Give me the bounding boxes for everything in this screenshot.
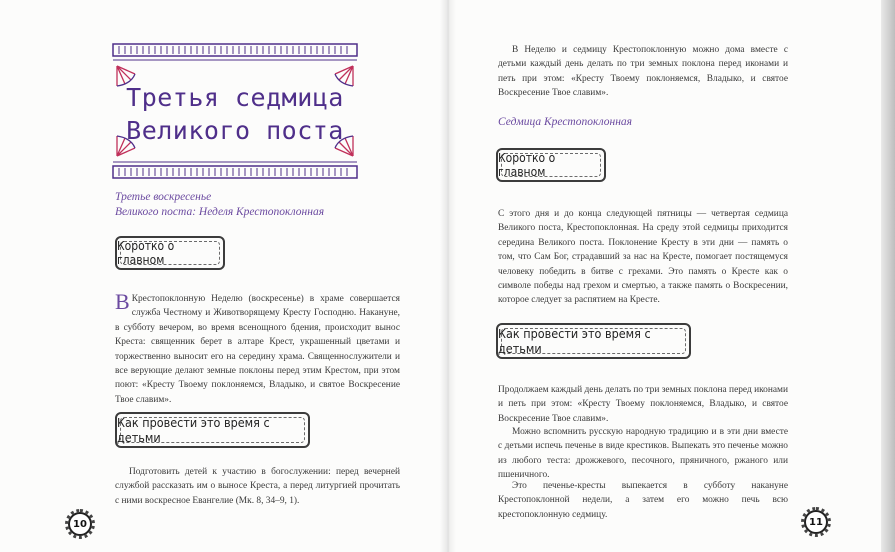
right-section-box-brief bbox=[496, 148, 606, 182]
paragraph-bows-text: Продолжаем каждый день делать по три земных поклона перед иконами и петь при этом: «Кресту Твоему поклоняемся, Владыко, и святое Воскресение Твое славим». bbox=[498, 385, 788, 424]
paragraph-week bbox=[498, 207, 788, 308]
paragraph-cookies-text: Можно вспомнить русскую народную традицию и в эти дни вместе с детьми испечь печенье в виде крестиков. Выпекать это печенье можно из любого теста: дрожжевого, песочного, пряничного, ржаного или пшеничного. bbox=[498, 427, 788, 481]
paragraph-intro bbox=[498, 43, 788, 101]
book-gutter-shadow bbox=[440, 0, 456, 552]
paragraph-children bbox=[115, 465, 400, 508]
paragraph-intro-text: В Неделю и седмицу Крестопоклонную можно дома вместе с детьми каждый день делать по три земных поклона перед иконами и петь при этом: «Кресту Твоему поклоняемся, Владыко, и святое Воскресение Твое славим». bbox=[498, 45, 788, 99]
paragraph-week-text: С этого дня и до конца следующей пятницы — четвертая седмица Великого поста, Крестопоклонная. На среду этой седмицы приходится середина Великого поста. Поклонение Кресту в эти дни — память о том, что Сам Бог, страдавший за нас на Кресте, помогает постящемуся человеку победить в битве с грехами. Это память о Кресте как о символе победы над грехом и смертью, а также память о Воскресении, которое следует за распятием на Кресте. bbox=[498, 209, 788, 306]
dropcap-letter: В bbox=[115, 289, 130, 314]
section-box-brief-label: Коротко о главном bbox=[117, 239, 175, 267]
right-page bbox=[448, 0, 895, 552]
subtitle-line-2: Великого поста: Неделя Крестопоклонная bbox=[115, 206, 325, 218]
paragraph-saturday-text: Это печенье-кресты выпекается в субботу накануне Крестопоклонной недели, а затем его можно печь всю крестопоклонную седмицу. bbox=[498, 481, 788, 520]
section-box-children bbox=[115, 412, 310, 448]
paragraph-saturday bbox=[498, 479, 788, 522]
page-number-left-value: 10 bbox=[73, 518, 87, 530]
right-section-box-children-label: Как провести это время с детьми bbox=[498, 326, 651, 356]
section-title-italic: Седмица Крестопоклонная bbox=[498, 116, 633, 128]
chapter-title-block bbox=[105, 38, 365, 188]
right-section-box-brief-label: Коротко о главном bbox=[498, 151, 556, 179]
paragraph-children-text: Подготовить детей к участию в богослужении: перед вечерней службой рассказать им о выносе Креста, а перед литургией прочитать с ними воскресное Евангелие (Мк. 8, 34–9, 1). bbox=[115, 467, 400, 506]
title-ornament-frame bbox=[105, 38, 365, 188]
page-number-right bbox=[804, 510, 828, 534]
subtitle-line-1: Третье воскресенье bbox=[115, 191, 212, 203]
page-number-left bbox=[68, 512, 92, 536]
paragraph-service bbox=[115, 289, 400, 407]
chapter-title-line-2: Великого поста bbox=[126, 116, 344, 145]
section-box-children-label: Как провести это время с детьми bbox=[117, 415, 270, 445]
paragraph-bows bbox=[498, 383, 788, 426]
paragraph-cookies bbox=[498, 425, 788, 483]
chapter-title-line-1: Третья седмица bbox=[126, 83, 344, 112]
right-section-box-children bbox=[496, 323, 691, 359]
section-box-brief bbox=[115, 236, 225, 270]
book-right-edge bbox=[881, 0, 895, 552]
page-number-right-value: 11 bbox=[809, 516, 823, 528]
paragraph-service-text: Крестопоклонную Неделю (воскресенье) в храме совершается служба Честному и Животворящему Кресту Господню. Накануне, в субботу вечером, во время всенощного бдения, происходит вынос Креста: священник берет в алтаре Крест, украшенный цветами и торжественно выносит его на середину храма. Священнослужители и все верующие делают земные поклоны перед этим Крестом, при этом поют: «Кресту Твоему поклоняемся, Владыко, и святое Воскресение Твое славим». bbox=[115, 294, 400, 405]
